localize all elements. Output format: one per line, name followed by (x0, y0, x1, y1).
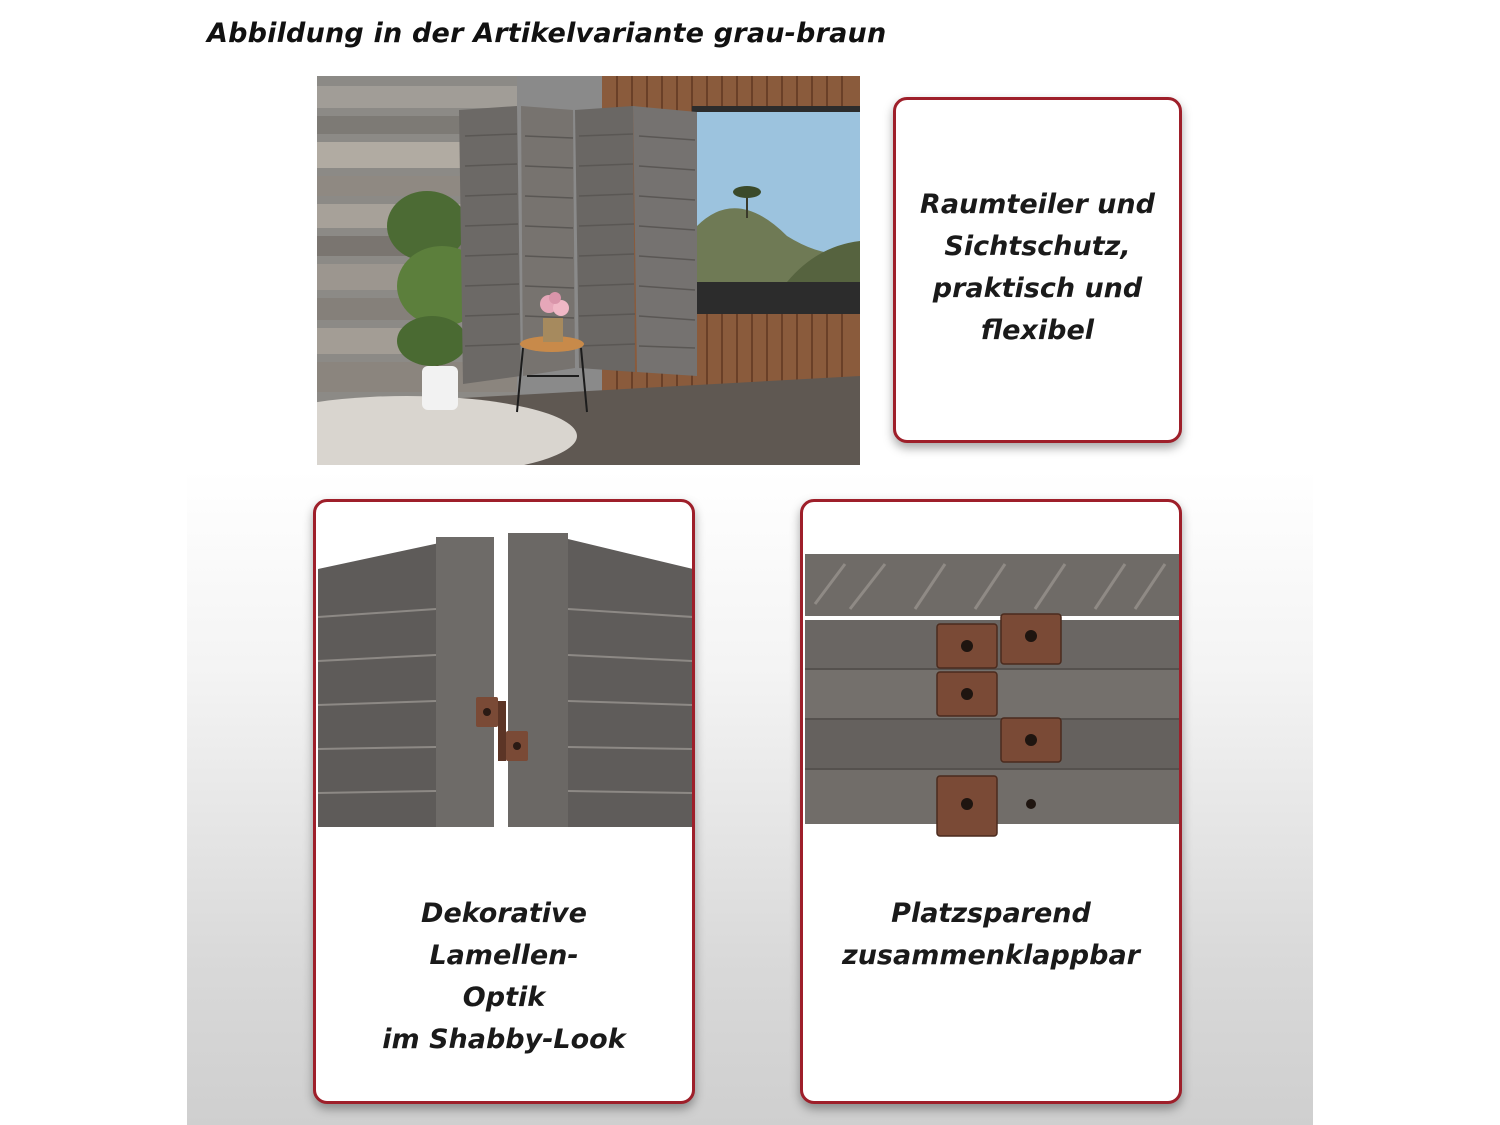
feature-card-room-divider (893, 97, 1182, 443)
slat-hinge-closeup-image (318, 529, 693, 827)
product-scene-photo (317, 76, 860, 465)
feature-card-slat-look (313, 499, 695, 1104)
feature-line: Lamellen- (429, 940, 579, 971)
feature-text-foldable (803, 893, 1179, 977)
scene-illustration (317, 76, 860, 465)
feature-line: im Shabby-Look (382, 1024, 626, 1055)
feature-line: zusammenklappbar (842, 940, 1140, 971)
feature-line: Sichtschutz, (944, 231, 1131, 262)
feature-text-slat-look (316, 893, 692, 1061)
feature-line: flexibel (980, 315, 1095, 346)
feature-text-room-divider (896, 184, 1179, 352)
folded-panels-image (805, 554, 1180, 844)
feature-line: praktisch und (932, 273, 1143, 304)
feature-line: Platzsparend (891, 898, 1091, 929)
feature-line: Optik (462, 982, 546, 1013)
feature-line: Raumteiler und (920, 189, 1155, 220)
variant-caption: Abbildung in der Artikelvariante grau-braun (207, 18, 887, 49)
feature-line: Dekorative (421, 898, 587, 929)
feature-card-foldable (800, 499, 1182, 1104)
